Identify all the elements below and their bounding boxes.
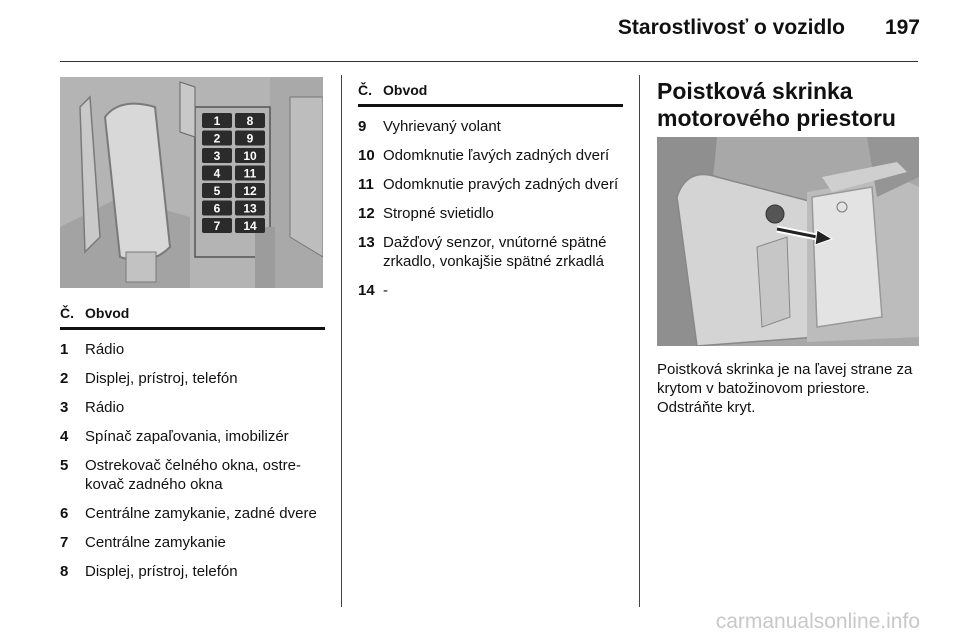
fuse-number: 2 [60, 370, 69, 387]
column-header-number: Č. [358, 82, 372, 98]
fuse-slot-label: 4 [213, 166, 221, 181]
table-row [60, 369, 325, 388]
trunk-drawing [657, 137, 919, 346]
circuit-description: - [383, 282, 388, 299]
table-header [60, 305, 325, 330]
fuse-number: 6 [60, 505, 69, 522]
fuse-table-left [60, 305, 325, 581]
fuse-panel-illustration [60, 77, 323, 288]
table-row [60, 398, 325, 417]
circuit-description: Odomknutie pravých zadných dverí [383, 176, 619, 193]
column-divider [639, 75, 640, 607]
page-header [0, 0, 960, 60]
circuit-description: Displej, prístroj, telefón [85, 563, 238, 580]
fuse-slot-label: 12 [243, 184, 257, 198]
fuse-slot-label: 11 [243, 166, 257, 181]
circuit-description: Dažďový senzor, vnútorné spätné zrkadlo, vonkajšie spätné zrkadlá [383, 234, 607, 270]
fuse-slot-label: 6 [213, 201, 221, 216]
fuse-number: 10 [358, 147, 375, 164]
table-row [358, 281, 623, 300]
table-row [60, 456, 325, 494]
circuit-description: Odomknutie ľavých zadných dverí [383, 147, 610, 164]
fuse-slot-label: 5 [213, 184, 221, 198]
table-row [358, 175, 623, 194]
table-row [60, 504, 325, 523]
watermark: carmanualsonline.info [715, 610, 920, 633]
circuit-description: Stropné svietidlo [383, 205, 494, 222]
table-row [358, 146, 623, 165]
table-row [60, 533, 325, 552]
fuse-number: 4 [60, 428, 69, 445]
header-rule [60, 61, 918, 62]
circuit-description: Vyhrievaný volant [383, 118, 501, 135]
fuse-slot-label: 1 [213, 114, 221, 128]
fuse-number: 1 [60, 341, 69, 358]
fuse-slot-label: 9 [246, 131, 254, 146]
page-number: 197 [884, 16, 920, 39]
circuit-description: Rádio [85, 399, 125, 416]
fuse-number: 12 [358, 205, 375, 222]
fuse-number: 9 [358, 118, 367, 135]
fuse-number: 8 [60, 563, 69, 580]
fuse-number: 11 [358, 176, 374, 193]
fuse-number: 3 [60, 399, 69, 416]
fuse-slot-label: 2 [213, 131, 221, 146]
table-row [358, 233, 623, 271]
fuse-number: 7 [60, 534, 69, 551]
circuit-description: Rádio [85, 341, 125, 358]
circuit-description: Centrálne zamykanie, zadné dvere [85, 505, 317, 522]
fuse-panel-drawing [60, 77, 323, 288]
section-paragraph: Poistková skrinka je na ľavej strane za krytom v batožinovom priestore. Odstráňte kryt. [657, 361, 913, 416]
header-title: Starostlivosť o vozidlo [617, 16, 845, 39]
fuse-table-right [358, 82, 623, 300]
table-row [60, 562, 325, 581]
fuse-slot-label: 8 [246, 114, 254, 128]
column-header-circuit: Obvod [383, 82, 428, 98]
fuse-slot-label: 3 [213, 149, 221, 163]
circuit-description: Displej, prístroj, telefón [85, 370, 238, 387]
column-header-circuit: Obvod [85, 305, 130, 321]
circuit-description: Spínač zapaľovania, imobilizér [85, 428, 289, 445]
table-header [358, 82, 623, 107]
trunk-fuse-box-illustration [657, 137, 919, 346]
circuit-description: Centrálne zamykanie [85, 534, 226, 551]
section-title: Poistková skrinka motorového priestoru [657, 78, 896, 131]
fuse-number: 5 [60, 457, 69, 474]
fuse-slot-label: 10 [243, 149, 257, 163]
fuse-slot-label: 14 [243, 219, 257, 233]
circuit-description: Ostrekovač čelného okna, ostre-kovač zadného okna [85, 457, 301, 493]
table-row [358, 117, 623, 136]
table-row [60, 340, 325, 359]
column-header-number: Č. [60, 305, 74, 321]
fuse-slot-label: 7 [213, 219, 221, 233]
fuse-number: 13 [358, 234, 375, 251]
table-row [60, 427, 325, 446]
fuse-number: 14 [358, 282, 375, 299]
column-divider [341, 75, 342, 607]
table-row [358, 204, 623, 223]
fuse-slot-label: 13 [243, 201, 257, 216]
